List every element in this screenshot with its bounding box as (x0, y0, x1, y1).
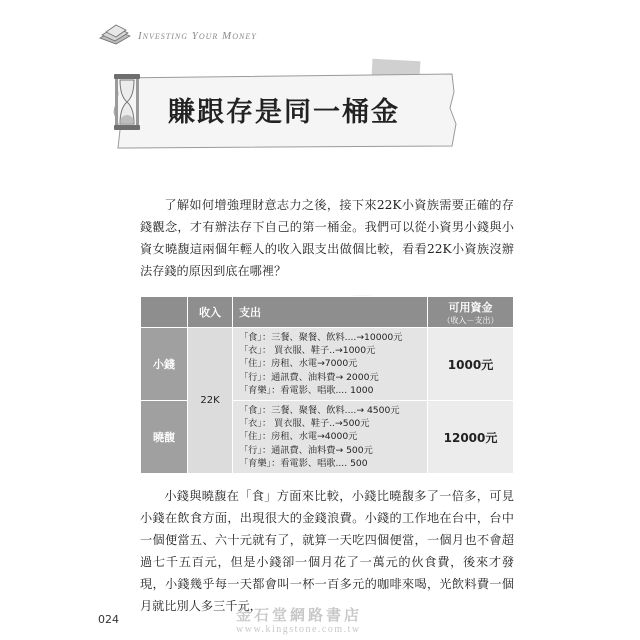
row-label: 曉馥 (141, 401, 188, 474)
header-income: 收入 (188, 297, 233, 328)
expense-item: 「行」：通訊費、油料費→ 2000元 (239, 371, 379, 383)
running-header-title: Investing Your Money (138, 30, 257, 42)
body-paragraph: 小錢與曉馥在「食」方面來比較，小錢比曉馥多了一倍多，可見小錢在飲食方面，出現很大的金錢浪費。小錢的工作地在台中，台中一個便當五、六十元就有了，就算一天吃四個便當，一個月也不會超過七千五百元，但是小錢卻一個月花了一萬元的伙食費，後來才發現，小錢幾乎每一天都會叫一杯一百多元的咖啡來喝，光飲料費一個月就比別人多三千元， (140, 489, 514, 613)
expense-item: 「住」：房租、水電→4000元 (239, 431, 358, 443)
expense-item: 「育樂」：看電影、唱歌.... 500 (239, 457, 368, 469)
table-header-row (141, 297, 514, 328)
expense-item: 「衣」： 買衣服、鞋子..→1000元 (239, 345, 376, 357)
header-blank (141, 297, 188, 328)
expense-item: 「住」：房租、水電→7000元 (239, 358, 358, 370)
expense-list (233, 401, 428, 474)
income-expense-table (140, 296, 514, 474)
chapter-title-card (112, 72, 458, 150)
header-expense: 支出 (233, 297, 428, 328)
expense-item: 「食」：三餐、聚餐、飲料....→10000元 (239, 332, 403, 343)
available-funds: 12000元 (428, 401, 514, 474)
money-stack-icon (98, 24, 132, 46)
expense-item: 「衣」： 買衣服、鞋子..→500元 (239, 418, 370, 430)
chapter-title: 賺跟存是同一桶金 (168, 97, 400, 128)
intro-paragraph: 了解如何增強理財意志力之後，接下來22K小資族需要正確的存錢觀念，才有辦法存下自己的第一桶金。我們可以從小資男小錢與小資女曉馥這兩個年輕人的收入跟支出做個比較，看看22K小資族沒辦法存錢的原因到底在哪裡？ (140, 198, 514, 278)
page-number: 024 (98, 613, 119, 626)
row-label: 小錢 (141, 328, 188, 401)
watermark-url: www.kingstone.com.tw (236, 624, 361, 635)
watermark (236, 604, 362, 635)
header-available-sub: （收入－支出） (442, 315, 499, 325)
available-funds: 1000元 (428, 328, 514, 401)
header-available-label: 可用資金 (448, 300, 493, 314)
expense-item: 「食」：三餐、聚餐、飲料....→ 4500元 (239, 405, 400, 417)
table-row (141, 328, 514, 401)
header-available (428, 297, 514, 328)
shared-income: 22K (188, 328, 233, 474)
watermark-name: 金石堂網路書店 (236, 606, 363, 624)
hourglass-icon (112, 72, 142, 132)
expense-item: 「育樂」：看電影、唱歌.... 1000 (239, 384, 374, 396)
expense-list (233, 328, 428, 401)
expense-item: 「行」：通訊費、油料費→ 500元 (239, 444, 373, 456)
